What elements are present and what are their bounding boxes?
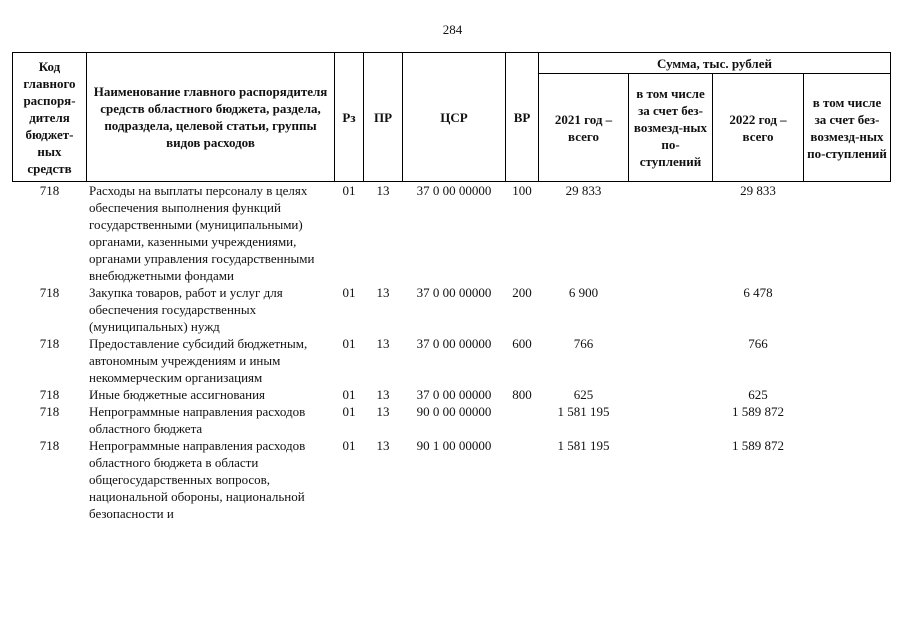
cell-vr: 800 (512, 387, 532, 402)
cell-2022-total: 1 589 872 (732, 404, 784, 419)
cell-name: Непрограммные направления расходов областного бюджета (89, 404, 306, 436)
cell-2021-total: 6 900 (568, 285, 599, 300)
cell-vr: 100 (512, 183, 532, 198)
cell-name: Закупка товаров, работ и услуг для обеспечения государственных (муниципальных) нужд (89, 285, 283, 334)
cell-vr (506, 403, 539, 437)
cell-2021-free (629, 284, 713, 335)
cell-vr (506, 437, 539, 522)
cell-rz: 01 (342, 183, 356, 198)
header-pr: ПР (364, 53, 403, 182)
cell-name: Непрограммные направления расходов областного бюджета в области общегосударственных вопросов, национальной обороны, национальной безопасности и (89, 438, 306, 521)
cell-2022-total: 6 478 (743, 285, 773, 300)
cell-name: Предоставление субсидий бюджетным, автономным учреждениям и иным некоммерческим организациям (89, 336, 308, 385)
header-rz: Рз (335, 53, 364, 182)
cell-code: 718 (39, 387, 60, 402)
table-row (13, 437, 891, 522)
cell-2021-total: 29 833 (565, 183, 602, 198)
cell-name: Расходы на выплаты персоналу в целях обеспечения выполнения функций государственными (муниципальными) органами, казенными учреждениями, органами управления государственными внебюджетными фондами (89, 183, 315, 283)
header-vr: ВР (506, 53, 539, 182)
page-number: 284 (442, 22, 463, 37)
cell-2021-free (629, 386, 713, 403)
table-row (13, 403, 891, 437)
cell-csr: 90 0 00 00000 (416, 404, 492, 419)
header-2022-free: в том числе за счет без-возмезд-ных по-ступлений (804, 74, 891, 182)
cell-rz: 01 (342, 387, 356, 402)
cell-2022-free (804, 182, 891, 285)
cell-pr: 13 (376, 387, 390, 402)
cell-2021-total: 1 581 195 (557, 404, 610, 419)
cell-2021-total: 1 581 195 (557, 438, 610, 453)
table-row (13, 335, 891, 386)
cell-2021-free (629, 335, 713, 386)
cell-csr: 37 0 00 00000 (416, 285, 492, 300)
budget-table (12, 52, 891, 522)
cell-code: 718 (39, 183, 60, 198)
cell-rz: 01 (342, 336, 356, 351)
header-name: Наименование главного распорядителя средств областного бюджета, раздела, подраздела, целевой статьи, группы видов расходов (87, 53, 335, 182)
cell-2021-free (629, 182, 713, 285)
table-row (13, 386, 891, 403)
cell-code: 718 (39, 336, 60, 351)
cell-pr: 13 (376, 438, 390, 453)
header-2022-total: 2022 год – всего (713, 74, 804, 182)
cell-2022-total: 625 (748, 387, 768, 402)
cell-code: 718 (39, 285, 60, 300)
cell-csr: 37 0 00 00000 (416, 387, 492, 402)
cell-csr: 37 0 00 00000 (416, 336, 492, 351)
cell-2022-free (804, 335, 891, 386)
cell-2021-free (629, 437, 713, 522)
table-row (13, 182, 891, 285)
cell-pr: 13 (376, 285, 390, 300)
cell-pr: 13 (376, 404, 390, 419)
cell-name: Иные бюджетные ассигнования (89, 387, 266, 402)
cell-2022-total: 766 (748, 336, 768, 351)
cell-2021-total: 766 (573, 336, 594, 351)
cell-pr: 13 (376, 183, 390, 198)
cell-pr: 13 (376, 336, 390, 351)
cell-code: 718 (39, 438, 60, 453)
cell-2021-free (629, 403, 713, 437)
header-sum: Сумма, тыс. рублей (539, 53, 891, 74)
cell-2022-total: 1 589 872 (732, 438, 784, 453)
cell-2021-total: 625 (573, 387, 594, 402)
cell-2022-free (804, 284, 891, 335)
cell-csr: 90 1 00 00000 (416, 438, 492, 453)
cell-rz: 01 (342, 404, 356, 419)
cell-vr: 600 (512, 336, 532, 351)
cell-2022-free (804, 437, 891, 522)
cell-code: 718 (39, 404, 60, 419)
header-2021-free: в том числе за счет без-возмезд-ных по-ступлений (629, 74, 713, 182)
header-code: Код главного распоря-дителя бюджет-ных средств (13, 53, 87, 182)
cell-vr: 200 (512, 285, 532, 300)
cell-2022-free (804, 403, 891, 437)
cell-rz: 01 (342, 285, 356, 300)
header-csr: ЦСР (403, 53, 506, 182)
cell-2022-total: 29 833 (740, 183, 776, 198)
cell-2022-free (804, 386, 891, 403)
cell-csr: 37 0 00 00000 (416, 183, 492, 198)
cell-rz: 01 (342, 438, 356, 453)
header-2021-total: 2021 год – всего (539, 74, 629, 182)
table-row (13, 284, 891, 335)
